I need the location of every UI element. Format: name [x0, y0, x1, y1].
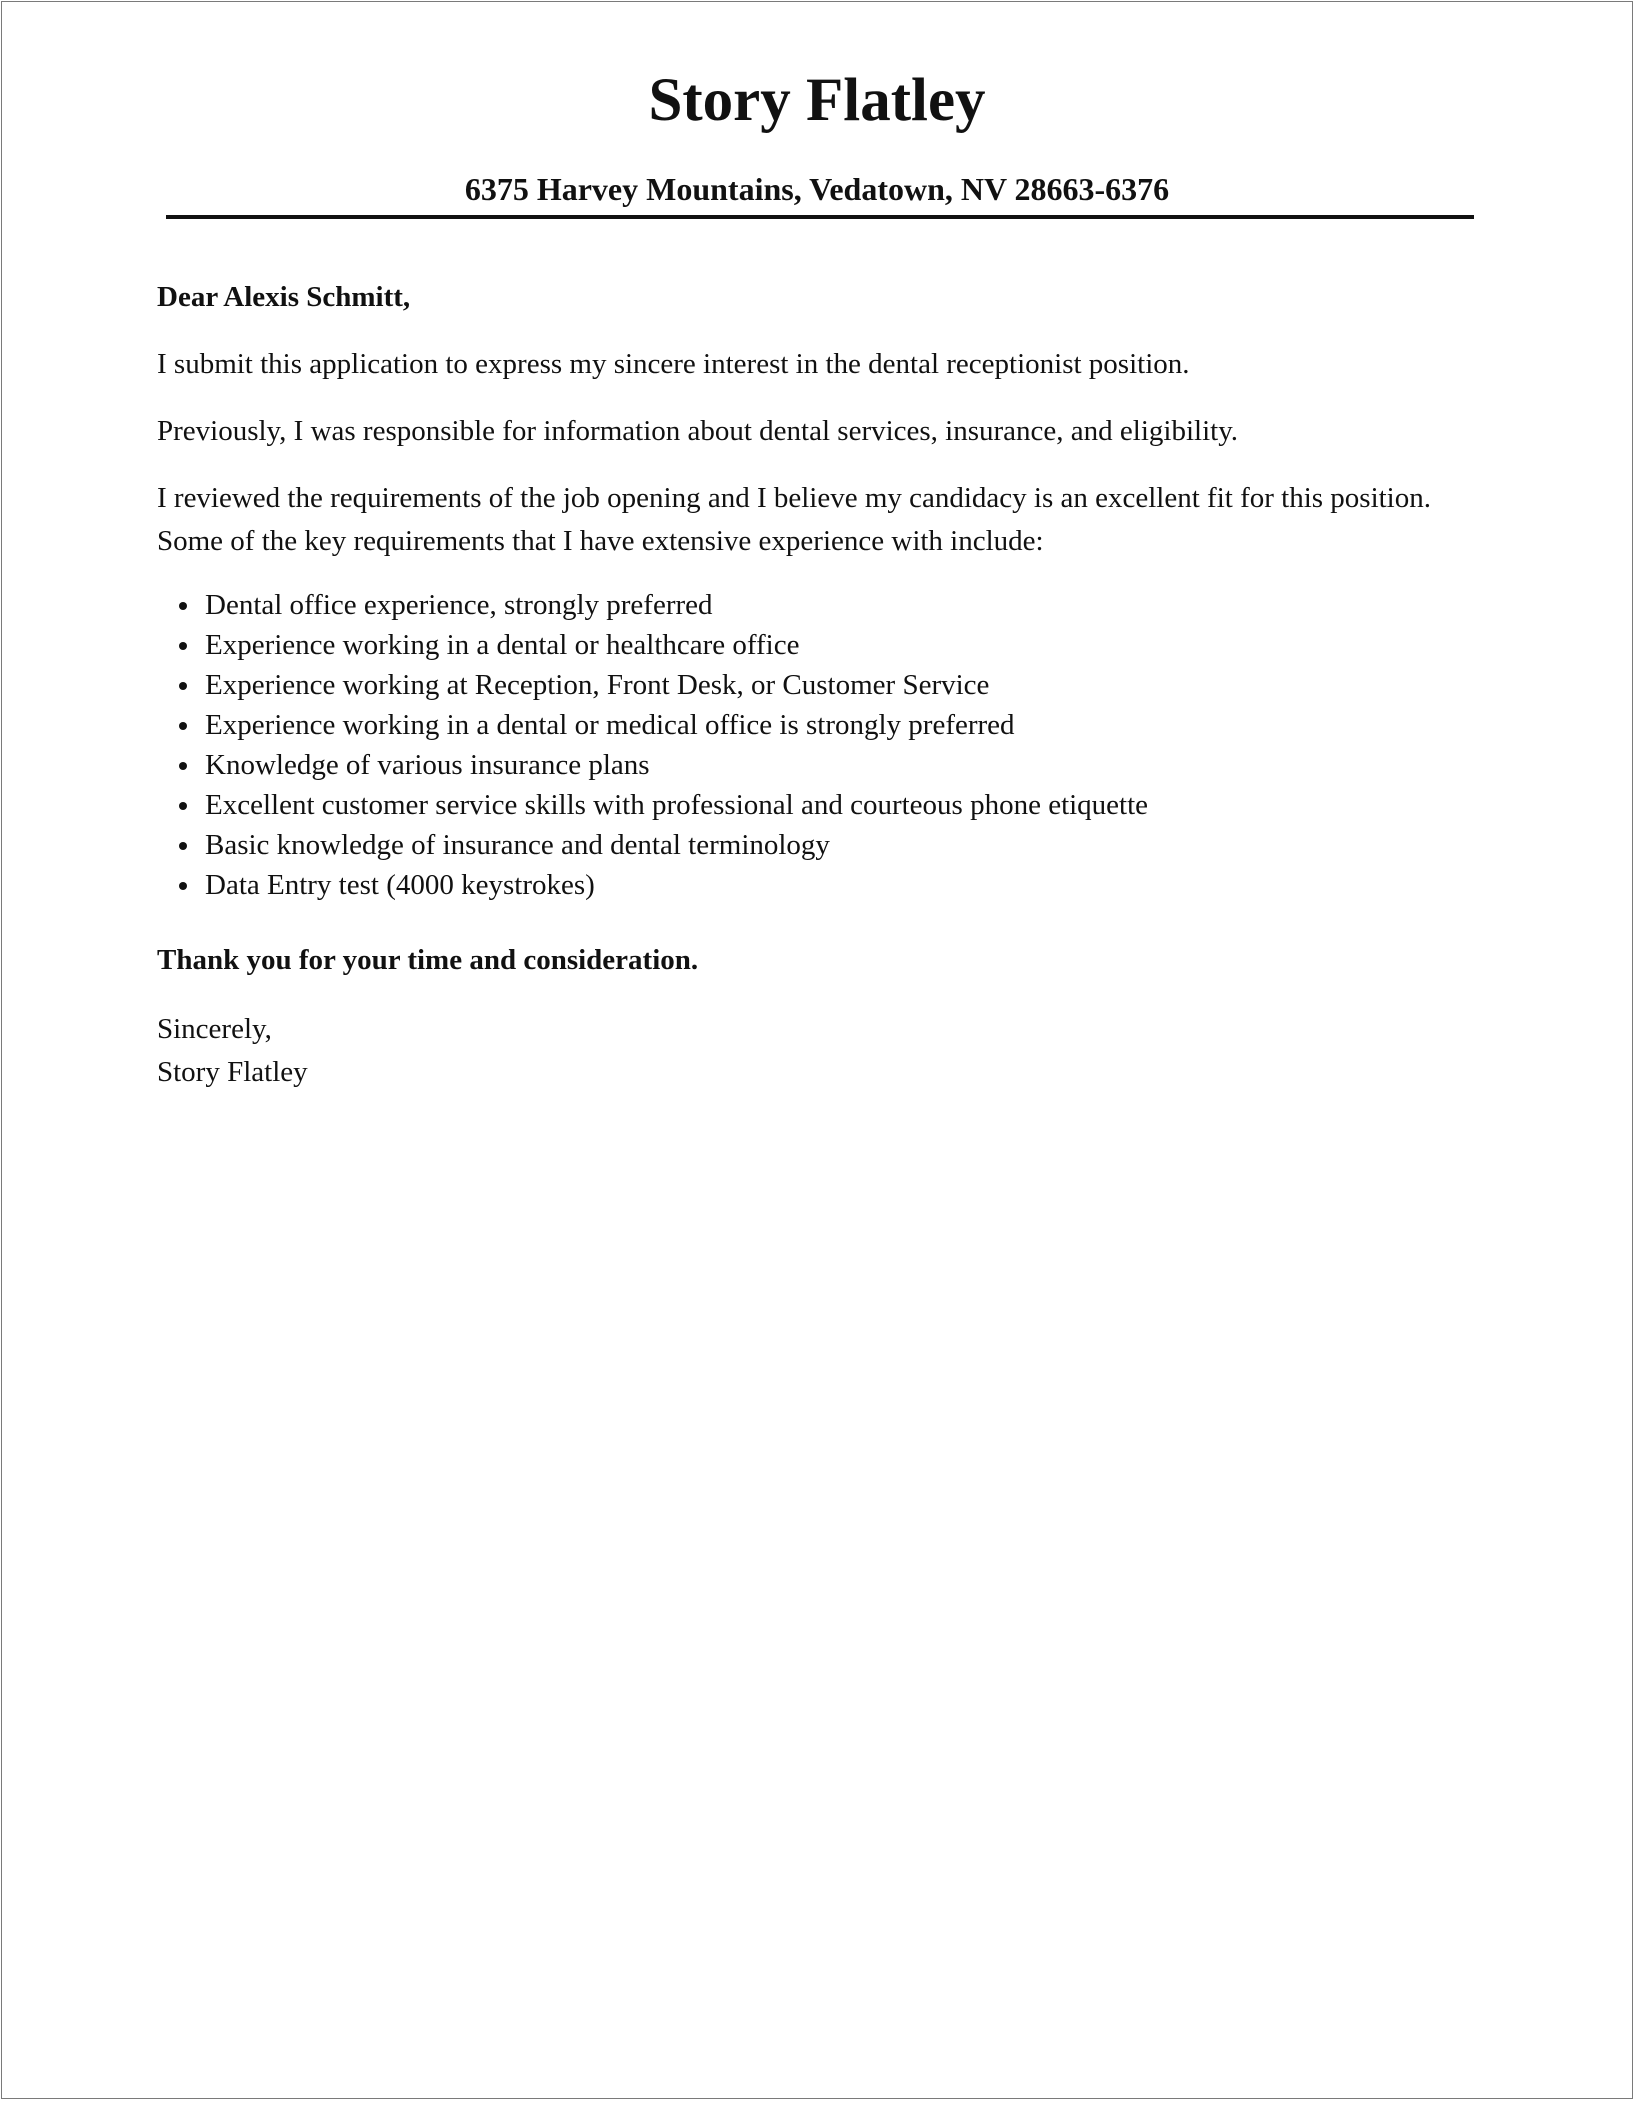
list-item	[157, 865, 1487, 905]
list-item-text: Data Entry test (4000 keystrokes)	[205, 869, 595, 901]
closing: Sincerely,	[157, 1013, 272, 1045]
bullet-icon	[179, 882, 187, 890]
list-item-text: Knowledge of various insurance plans	[205, 749, 650, 781]
signature: Story Flatley	[157, 1056, 308, 1088]
list-item	[157, 665, 1487, 705]
sender-address: 6375 Harvey Mountains, Vedatown, NV 28663-6376	[464, 171, 1170, 207]
list-item	[157, 705, 1487, 745]
list-item-text: Excellent customer service skills with professional and courteous phone etiquette	[205, 789, 1149, 821]
bullet-icon	[179, 762, 187, 770]
thank-you-line: Thank you for your time and consideration.	[157, 944, 699, 976]
bullet-icon	[179, 842, 187, 850]
bullet-icon	[179, 722, 187, 730]
list-item	[157, 745, 1487, 785]
list-item	[157, 785, 1487, 825]
greeting: Dear Alexis Schmitt,	[157, 281, 411, 313]
letter-body	[157, 276, 1487, 1094]
bullet-icon	[179, 802, 187, 810]
letter-page	[1, 1, 1633, 2099]
list-item	[157, 585, 1487, 625]
bullet-icon	[179, 682, 187, 690]
paragraph-experience: Previously, I was responsible for information about dental services, insurance, and eligibility.	[157, 415, 1239, 447]
list-item-text: Experience working in a dental or medical office is strongly preferred	[205, 709, 1015, 741]
list-item	[157, 625, 1487, 665]
list-item-text: Basic knowledge of insurance and dental terminology	[205, 829, 830, 861]
bullet-icon	[179, 642, 187, 650]
requirements-list	[157, 585, 1487, 905]
list-item-text: Experience working at Reception, Front Desk, or Customer Service	[205, 669, 990, 701]
paragraph-requirements: I reviewed the requirements of the job opening and I believe my candidacy is an excellent fit for this position. Some of the key requirements that I have extensive experience with include:	[157, 482, 1431, 557]
header-divider	[166, 215, 1474, 219]
sender-name: Story Flatley	[648, 67, 986, 134]
list-item-text: Dental office experience, strongly preferred	[205, 589, 713, 621]
bullet-icon	[179, 602, 187, 610]
list-item	[157, 825, 1487, 865]
paragraph-intro: I submit this application to express my sincere interest in the dental receptionist position.	[157, 348, 1190, 380]
list-item-text: Experience working in a dental or healthcare office	[205, 629, 800, 661]
